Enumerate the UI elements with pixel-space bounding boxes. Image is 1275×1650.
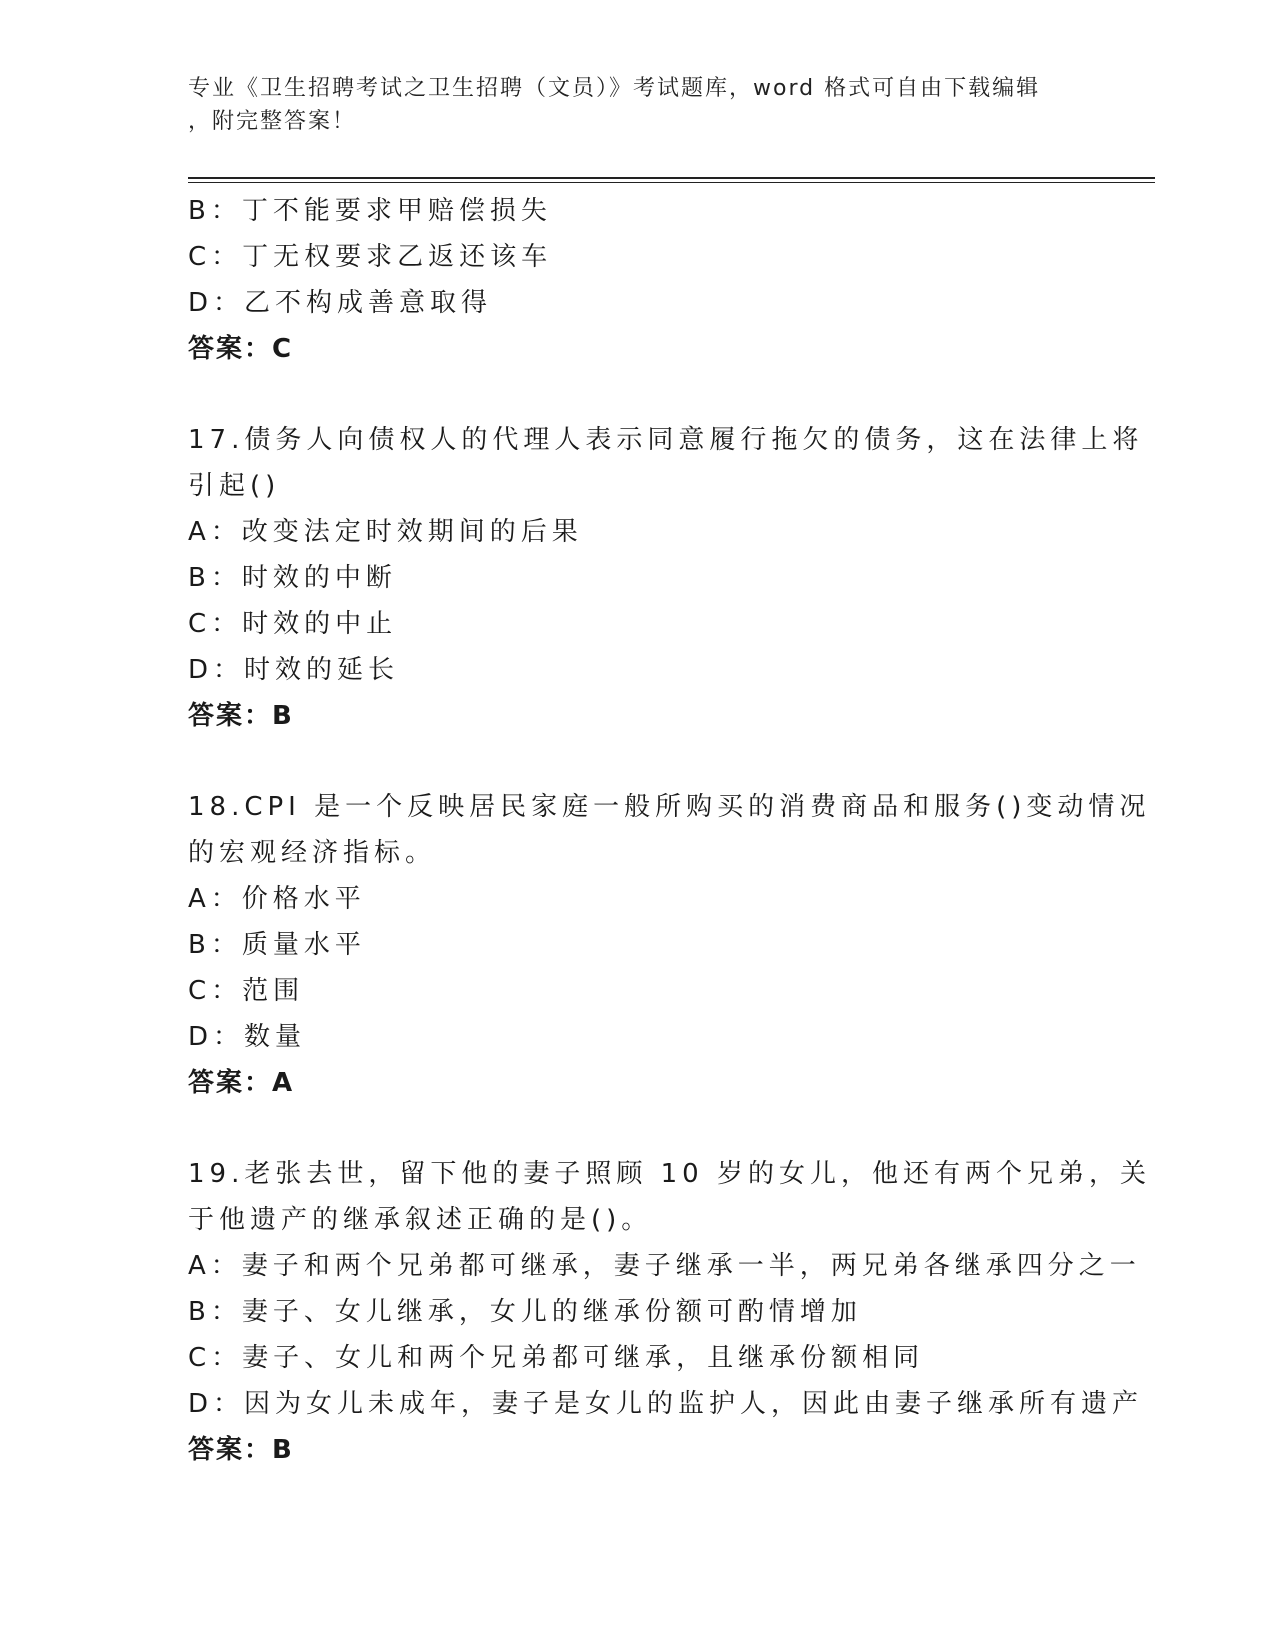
question-stem-line-2: 的宏观经济指标。 — [188, 838, 437, 868]
option-c: C：时效的中止 — [188, 609, 398, 639]
option-c: C：妻子、女儿和两个兄弟都可继承，且继承份额相同 — [188, 1343, 925, 1373]
answer-line: 答案：A — [188, 1068, 295, 1098]
header-line-2: ，附完整答案！ — [188, 109, 357, 134]
question-stem-line-1: 19.老张去世，留下他的妻子照顾 10 岁的女儿，他还有两个兄弟，关 — [188, 1159, 1151, 1189]
question-stem-line-2: 引起() — [188, 471, 281, 501]
question-19 — [188, 1151, 1151, 1473]
question-stem-line-2: 于他遗产的继承叙述正确的是()。 — [188, 1205, 653, 1235]
question-18 — [188, 784, 1151, 1106]
option-a: A：改变法定时效期间的后果 — [188, 517, 583, 547]
option-d: D：因为女儿未成年，妻子是女儿的监护人，因此由妻子继承所有遗产 — [188, 1389, 1144, 1419]
option-b: B：妻子、女儿继承，女儿的继承份额可酌情增加 — [188, 1297, 862, 1327]
option-a: A：价格水平 — [188, 884, 366, 914]
question-16-continued — [188, 188, 1148, 372]
spacer — [188, 1106, 1148, 1151]
option-b: B：丁不能要求甲赔偿损失 — [188, 196, 552, 226]
spacer — [188, 372, 1148, 417]
question-stem-line-1: 18.CPI 是一个反映居民家庭一般所购买的消费商品和服务()变动情况 — [188, 792, 1151, 822]
option-b: B：时效的中断 — [188, 563, 397, 593]
option-d: D：时效的延长 — [188, 655, 400, 685]
option-c: C：范围 — [188, 976, 305, 1006]
header-rule-thin — [188, 182, 1155, 183]
header-line-1: 专业《卫生招聘考试之卫生招聘（文员）》考试题库，word 格式可自由下载编辑 — [188, 76, 1041, 101]
answer-line: 答案：C — [188, 334, 294, 364]
option-b: B：质量水平 — [188, 930, 366, 960]
spacer — [188, 739, 1148, 784]
option-a: A：妻子和两个兄弟都可继承，妻子继承一半，两兄弟各继承四分之一 — [188, 1251, 1141, 1281]
option-d: D：数量 — [188, 1022, 307, 1052]
question-stem-line-1: 17.债务人向债权人的代理人表示同意履行拖欠的债务，这在法律上将 — [188, 425, 1144, 455]
answer-line: 答案：B — [188, 1435, 294, 1465]
header-rule-thick — [188, 177, 1155, 179]
question-17 — [188, 417, 1148, 739]
answer-line: 答案：B — [188, 701, 294, 731]
document-body — [188, 188, 1151, 1473]
option-d: D：乙不构成善意取得 — [188, 288, 493, 318]
document-header — [188, 72, 1068, 138]
option-c: C：丁无权要求乙返还该车 — [188, 242, 553, 272]
